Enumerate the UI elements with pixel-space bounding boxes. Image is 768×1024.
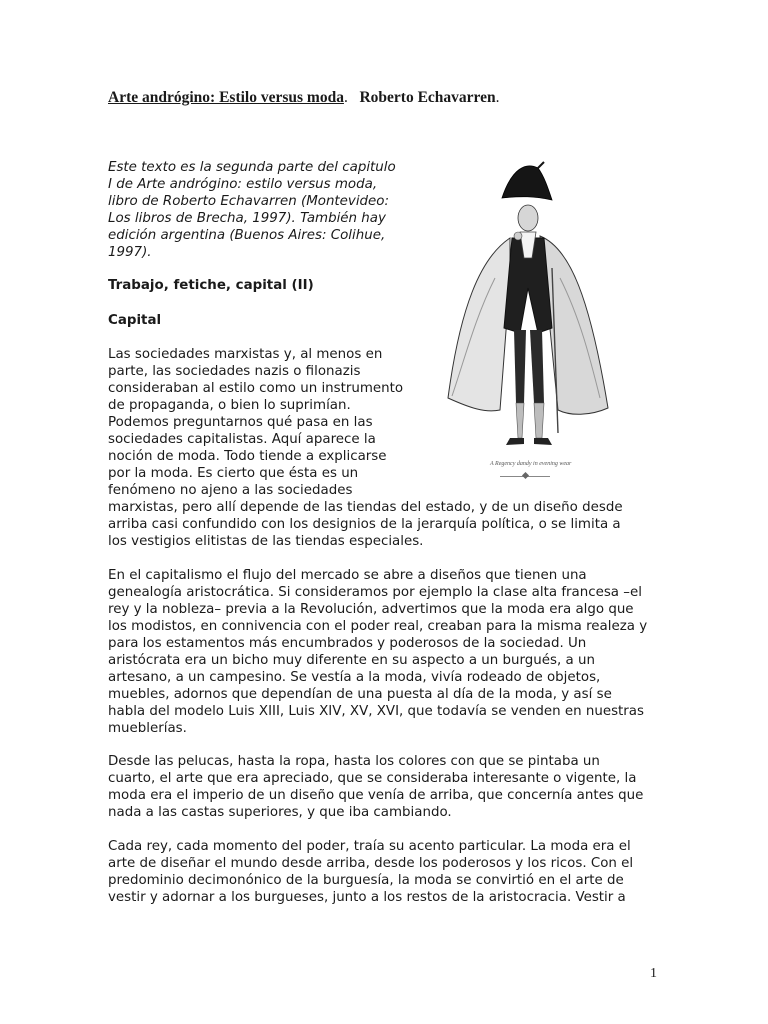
paragraph-line: noción de moda. Todo tiende a explicarse (108, 449, 387, 464)
page-number: 1 (650, 966, 657, 981)
paragraph-line: sociedades capitalistas. Aquí aparece la (108, 432, 376, 447)
paragraph-line: arriba casi confundido con los designios de la jerarquía política, o se limita a (108, 517, 621, 532)
title-period: . (343, 89, 348, 106)
intro-line: libro de Roberto Echavarren (Montevideo: (108, 194, 390, 209)
document-title (108, 89, 500, 107)
intro-note (108, 159, 418, 261)
author-name: Roberto Echavarren (359, 89, 496, 106)
paragraph-line: consideraban al estilo como un instrumento (108, 381, 404, 396)
dandy-illustration (440, 158, 616, 488)
figure-caption: A Regency dandy in evening wear (490, 461, 572, 467)
paragraph-line: por la moda. Es cierto que ésta es un (108, 466, 359, 481)
paragraph-line: parte, las sociedades nazis o filonazis (108, 364, 361, 379)
paragraph-line: los vestigios elitistas de las tiendas especiales. (108, 534, 424, 549)
paragraph-line: de propaganda, o bien lo suprimían. (108, 398, 351, 413)
dandy-figure-drawing (440, 158, 616, 488)
intro-line: edición argentina (Buenos Aires: Colihue, (108, 228, 386, 243)
title-text: Arte andrógino: Estilo versus moda (108, 89, 344, 106)
paragraph-4: Cada rey, cada momento del poder, traía su acento particular. La moda era el arte de diseñar el mundo desde arriba, desde los poderosos y los ricos. Con el predominio decimonónico de la burguesía, la moda se convirtió en el arte de vestir y adornar a los burgueses, junto a los restos de la aristocracia. Vestir a (108, 839, 634, 905)
author-period: . (495, 89, 500, 106)
paragraph-line: Podemos preguntarnos qué pasa en las (108, 415, 373, 430)
paragraph-2: En el capitalismo el flujo del mercado se abre a diseños que tienen una genealogía aristocrática. Si consideramos por ejemplo la clase alta francesa –el rey y la nobleza– previa a la Revolución, advertimos que la moda era algo que los modistos, en connivencia con el poder real, creaban para la misma realeza y para los estamentos más encumbrados y poderosos de la sociedad. Un aristócrata era un bicho muy diferente en su aspecto a un burgués, a un artesano, a un campesino. Se vestía a la moda, vivía rodeado de objetos, muebles, adornos que dependían de una puesta al día de la moda, y así se habla del modelo Luis XIII, Luis XIV, XV, XVI, que todavía se venden en nuestras mueblerías. (108, 568, 648, 736)
subheading-capital: Capital (108, 313, 162, 328)
intro-line: 1997). (108, 245, 152, 260)
intro-line: Los libros de Brecha, 1997). También hay (108, 211, 386, 226)
intro-line: Este texto es la segunda parte del capitulo (108, 160, 396, 175)
paragraph-3: Desde las pelucas, hasta la ropa, hasta los colores con que se pintaba un cuarto, el arte que era apreciado, que se consideraba interesante o vigente, la moda era el imperio de un diseño que venía de arriba, que concernía antes que nada a las castas superiores, y que iba cambiando. (108, 754, 644, 820)
paragraph-line: fenómeno no ajeno a las sociedades (108, 483, 353, 498)
paragraph-line: marxistas, pero allí depende de las tiendas del estado, y de un diseño desde (108, 500, 623, 515)
paragraph-line: Las sociedades marxistas y, al menos en (108, 347, 383, 362)
intro-line: I de Arte andrógino: estilo versus moda, (108, 177, 378, 192)
section-heading: Trabajo, fetiche, capital (II) (108, 278, 314, 293)
